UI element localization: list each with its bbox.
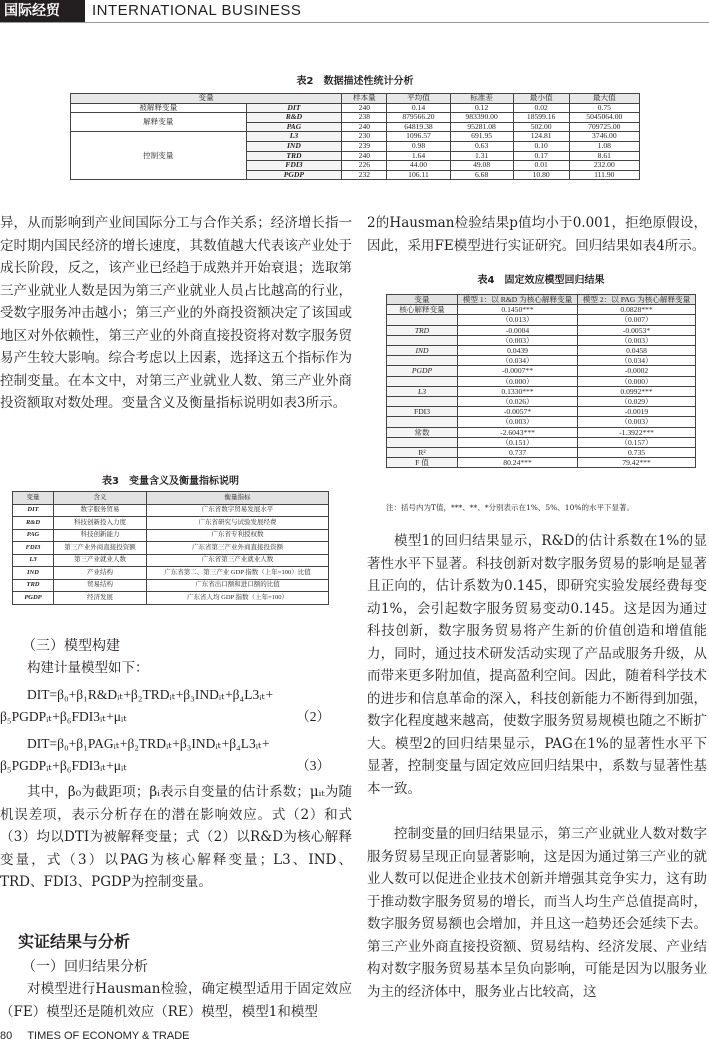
table3-cell: 广东省数字贸易发展水平 [147, 504, 329, 517]
table3-var-cell: L3 [13, 554, 54, 567]
table4-row [387, 315, 696, 325]
table3-header: 含义 [54, 492, 147, 505]
table2-cell: 0.98 [387, 141, 450, 151]
table2-cell: 879566.20 [387, 113, 450, 123]
table4-note: 注：括号内为T值，***、**、*分别表示在1%、5%、10%的水平下显著。 [386, 503, 634, 512]
table4-var-cell [387, 356, 458, 366]
table3-cell: 科技创新能力 [54, 529, 147, 542]
model-intro: 构建计量模型如下： [27, 660, 149, 676]
table3-cell: 科技创新投入力度 [54, 517, 147, 530]
table4-cell: 0.0439 [458, 346, 578, 356]
table3-var-cell: R&D [13, 517, 54, 530]
table4-cell: （0.003） [578, 335, 696, 345]
table4-row [387, 437, 696, 447]
table4-cell: 80.24*** [458, 458, 578, 468]
table4-cell: （0.034） [578, 356, 696, 366]
column-label-en: INTERNATIONAL BUSINESS [92, 2, 302, 19]
table3-cell: 产业结构 [54, 567, 147, 580]
page-header [0, 0, 709, 22]
table3-var-cell: PGDP [13, 592, 54, 605]
table2-var-cell: L3 [246, 132, 342, 142]
table3-row [13, 579, 329, 592]
table3-var-cell: PAG [13, 529, 54, 542]
table2-cell: 240 [342, 151, 387, 161]
table2-var-cell: PGDP [246, 170, 342, 180]
table2-cell: 1.64 [387, 151, 450, 161]
table3-header: 变量 [13, 492, 54, 505]
table2-cell: 983390.00 [450, 113, 513, 123]
table4-cell: （0.013） [458, 315, 578, 325]
table4-cell: 0.0828*** [578, 305, 696, 315]
table2-cell: 18599.16 [513, 113, 569, 123]
table3 [12, 491, 329, 605]
table4-var-cell [387, 376, 458, 386]
table3-cell: 广东省出口额和进口额的比值 [147, 579, 329, 592]
equation-3 [0, 733, 352, 777]
table2-cell: 239 [342, 141, 387, 151]
table4-cell: （0.007） [578, 315, 696, 325]
table4-cell: （0.000） [578, 376, 696, 386]
table4-row [387, 427, 696, 437]
table3-header: 衡量指标 [147, 492, 329, 505]
table3-row [13, 542, 329, 555]
table2-cell: 691.95 [450, 132, 513, 142]
table4-row [387, 417, 696, 427]
table4-cell: 79.42*** [578, 458, 696, 468]
table3-cell: 贸易结构 [54, 579, 147, 592]
table2-cell: 0.10 [513, 141, 569, 151]
table2-cell: 0.14 [387, 103, 450, 113]
table4-cell: （0.003） [458, 417, 578, 427]
table4-var-cell: TRD [387, 325, 458, 335]
table2-cell: 3746.00 [569, 132, 639, 142]
table3-row [13, 592, 329, 605]
table2-header: 标准差 [450, 94, 513, 104]
table3-cell: 广东省第三产业外商直接投资额 [147, 542, 329, 555]
table2-cell: 6.68 [450, 170, 513, 180]
table2-cell: 8.61 [569, 151, 639, 161]
table4-row [387, 305, 696, 315]
table4-cell: 0.737 [458, 448, 578, 458]
table4-cell: （0.003） [578, 417, 696, 427]
table2-cell: 1096.57 [387, 132, 450, 142]
table2-cell: 0.63 [450, 141, 513, 151]
table4-var-cell [387, 335, 458, 345]
table2-cell: 232 [342, 170, 387, 180]
page-number: 80 [0, 1030, 13, 1042]
table4-header: 模型 1：以 R&D 为核心解释变量 [458, 295, 578, 305]
table4-caption: 表4 固定效应模型回归结果 [477, 275, 605, 286]
table4-cell: （0.026） [458, 397, 578, 407]
table4-var-cell: PGDP [387, 366, 458, 376]
equation-3-line2: β₅PGDPᵢₜ+β₆FDI3ᵢₜ+μᵢₜ [0, 758, 128, 773]
table3-row [13, 529, 329, 542]
table4-cell: （0.003） [458, 335, 578, 345]
table2-cell: 124.81 [513, 132, 569, 142]
table4-var-cell [387, 417, 458, 427]
table2-cell: 0.02 [513, 103, 569, 113]
table4-row [387, 458, 696, 468]
table4-cell: -0.0053* [578, 325, 696, 335]
subsection-heading: （一）回归结果分析 [22, 959, 148, 975]
equation-3-line1: DIT=β₀+β₁PAGᵢₜ+β₂TRDᵢₜ+β₃INDᵢₜ+β₄L3ᵢₜ+ [27, 736, 270, 751]
table3-cell: 广东省专利授权数 [147, 529, 329, 542]
table4-cell: -0.0004 [458, 325, 578, 335]
page-footer [0, 1030, 189, 1042]
table4-var-cell: F 值 [387, 458, 458, 468]
table2-group-label: 控制变量 [71, 132, 247, 180]
table4-cell: 0.735 [578, 448, 696, 458]
table4-header: 变量 [387, 295, 458, 305]
table4-cell: （0.034） [458, 356, 578, 366]
table4-var-cell [387, 315, 458, 325]
table3-row [13, 504, 329, 517]
equation-2-line1: DIT=β₀+β₁R&Dᵢₜ+β₂TRDᵢₜ+β₃INDᵢₜ+β₄L3ᵢₜ+ [27, 687, 274, 702]
table4-var-cell: R² [387, 448, 458, 458]
table4-cell: 0.1450*** [458, 305, 578, 315]
table4-row [387, 346, 696, 356]
table4-var-cell: IND [387, 346, 458, 356]
table2-cell: 502.00 [513, 122, 569, 132]
table2-var-cell: DIT [246, 103, 342, 113]
table2-cell: 106.11 [387, 170, 450, 180]
table4-row [387, 397, 696, 407]
table4-var-cell [387, 397, 458, 407]
journal-name: TIMES OF ECONOMY & TRADE [27, 1030, 190, 1042]
table2-var-cell: R&D [246, 113, 342, 123]
table2-group-label: 被解释变量 [71, 103, 247, 113]
table2-var-cell: TRD [246, 151, 342, 161]
table2-row [71, 113, 640, 123]
table2-cell: 1.08 [569, 141, 639, 151]
table4-row [387, 356, 696, 366]
table2-cell: 49.08 [450, 161, 513, 171]
model-explanation: 其中，β₀为截距项；βᵢ表示自变量的估计系数；μᵢₜ为随机误差项，表示分析存在的潜在影响效应。式（2）和式（3）均以DTI为被解释变量；式（2）以R&D为核心解释变量，式（3）以PAG为核心解释变量；L3、IND、TRD、FDI3、PGDP为控制变量。 [0, 784, 352, 890]
table2-var-cell: FDI3 [246, 161, 342, 171]
table4-cell: -0.0007** [458, 366, 578, 376]
table2-cell: 0.12 [450, 103, 513, 113]
equation-2-number: （2） [296, 709, 330, 724]
hausman-paragraph-right: 2的Hausman检验结果p值均小于0.001，拒绝原假设，因此，采用FE模型进行实证研究。回归结果如表4所示。 [367, 215, 707, 254]
table2-cell: 44.00 [387, 161, 450, 171]
table2-cell: 709725.00 [569, 122, 639, 132]
table4-var-cell [387, 437, 458, 447]
table4-var-cell: 常数 [387, 427, 458, 437]
table3-cell: 广东省第三产业就业人数 [147, 554, 329, 567]
table3-cell: 数字服务贸易 [54, 504, 147, 517]
table2-var-cell: IND [246, 141, 342, 151]
table4-var-cell: 核心解释变量 [387, 305, 458, 315]
table2-cell: 0.01 [513, 161, 569, 171]
table2-header: 最小值 [513, 94, 569, 104]
table2-cell: 111.90 [569, 170, 639, 180]
table4-row [387, 448, 696, 458]
table4-row [387, 366, 696, 376]
table2-cell: 240 [342, 122, 387, 132]
table3-var-cell: TRD [13, 579, 54, 592]
table4-cell: -2.6043*** [458, 427, 578, 437]
table4-var-cell: L3 [387, 386, 458, 396]
table2-cell: 5045064.00 [569, 113, 639, 123]
table3-cell: 第三产业就业人数 [54, 554, 147, 567]
table2-cell: 240 [342, 103, 387, 113]
table4-header: 模型 2：以 PAG 为核心解释变量 [578, 295, 696, 305]
table4-cell: （0.157） [578, 437, 696, 447]
table4-cell: -1.3922*** [578, 427, 696, 437]
equation-2 [0, 684, 352, 728]
table4-cell: -0.0019 [578, 407, 696, 417]
table2-header: 样本量 [342, 94, 387, 104]
equation-3-number: （3） [296, 758, 330, 773]
table4-cell: （0.000） [458, 376, 578, 386]
table4-var-cell: FDI3 [387, 407, 458, 417]
table4-row [387, 407, 696, 417]
table2-cell: 238 [342, 113, 387, 123]
table3-var-cell: DIT [13, 504, 54, 517]
table4-cell: -0.0057* [458, 407, 578, 417]
table2-header: 变量 [71, 94, 342, 104]
table2-header: 最大值 [569, 94, 639, 104]
table3-cell: 广东省第二、第三产业 GDP 指数（上年=100）比值 [147, 567, 329, 580]
right-paragraph-1: 模型1的回归结果显示，R&D的估计系数在1%的显著性水平下显著。科技创新对数字服务贸易的影响是显著且正向的，估计系数为0.145，即研究实验发展经费每变动1%，会引起数字服务贸易变动0.145。这是因为通过科技创新，数字服务贸易将产生新的价值创造和增值能力，同时，通过技术研发活动实现了产品或服务升级，从而带来更多附加值，提高盈利空间。因此，随着科学技术的进步和信息革命的深入，科技创新能力不断得到加强，数字化程度越来越高，使数字服务贸易规模也随之不断扩大。模型2的回归结果显示，PAG在1%的显著性水平下显著，控制变量与固定效应回归结果中，系数与显著性基本一致。 [367, 533, 707, 797]
table2-row [71, 103, 640, 113]
left-paragraph-1: 异，从而影响到产业间国际分工与合作关系；经济增长指一定时期内国民经济的增长速度，其数值越大代表该产业处于成长阶段，反之，该产业已经趋于成熟并开始衰退；选取第三产业就业人数是因为第三产业就业人员占比越高的行业，受数字服务冲击越小；第三产业的外商投资额决定了该国或地区对外依赖性，第三产业的外商直接投资将对数字服务贸易产生较大影响。综合考虑以上因素，选择这五个指标作为控制变量。在本文中，对第三产业就业人数、第三产业外商投资额取对数处理。变量含义及衡量指标说明如表3所示。 [0, 215, 352, 411]
table4-cell: 0.1330*** [458, 386, 578, 396]
table2-var-cell: PAG [246, 122, 342, 132]
table2-cell: 0.17 [513, 151, 569, 161]
table3-cell: 经济发展 [54, 592, 147, 605]
right-paragraph-2: 控制变量的回归结果显示，第三产业就业人数对数字服务贸易呈现正向显著影响，这是因为通过第三产业的就业人数可以促进企业技术创新并增强其竞争实力，这有助于推动数字服务贸易的增长，而当人均生产总值提高时，数字服务贸易额也会增加，并且这一趋势还会延续下去。第三产业外商直接投资额、贸易结构、经济发展、产业结构对数字服务贸易基本呈负向影响，可能是因为以服务业为主的经济体中，服务业占比较高，这 [367, 826, 707, 1000]
table2-cell: 64819.38 [387, 122, 450, 132]
table2-header: 平均值 [387, 94, 450, 104]
table2-cell: 226 [342, 161, 387, 171]
hausman-paragraph-left: 对模型进行Hausman检验，确定模型适用于固定效应（FE）模型还是随机效应（RE）模型，模型1和模型 [0, 981, 352, 1020]
table3-row [13, 567, 329, 580]
table3-row [13, 554, 329, 567]
table2-cell: 230 [342, 132, 387, 142]
section-heading: 实证结果与分析 [18, 932, 131, 951]
table4 [386, 294, 696, 468]
table3-cell: 第三产业外商直接投资额 [54, 542, 147, 555]
table4-cell: 0.0992*** [578, 386, 696, 396]
table2-group-label: 解释变量 [71, 113, 247, 132]
table2-row [71, 132, 640, 142]
table2-cell: 0.75 [569, 103, 639, 113]
column-label: 国际经贸 [0, 0, 85, 22]
section-model-heading: （三）模型构建 [22, 638, 120, 654]
table2-cell: 232.00 [569, 161, 639, 171]
table4-cell: （0.151） [458, 437, 578, 447]
equation-2-line2: β₅PGDPᵢₜ+β₆FDI3ᵢₜ+μᵢₜ [0, 709, 128, 724]
table3-cell: 广东省人均 GDP 指数（上年=100） [147, 592, 329, 605]
table4-row [387, 386, 696, 396]
table4-row [387, 376, 696, 386]
table3-cell: 广东省研究与试验发展经费 [147, 517, 329, 530]
table4-row [387, 325, 696, 335]
table4-cell: （0.029） [578, 397, 696, 407]
table3-var-cell: IND [13, 567, 54, 580]
table2-cell: 95281.08 [450, 122, 513, 132]
table3-row [13, 517, 329, 530]
table3-var-cell: FDI3 [13, 542, 54, 555]
table4-cell: -0.0002 [578, 366, 696, 376]
table2 [70, 93, 640, 180]
table2-cell: 1.31 [450, 151, 513, 161]
table4-row [387, 335, 696, 345]
table4-cell: 0.0458 [578, 346, 696, 356]
table3-caption: 表3 变量含义及衡量指标说明 [102, 476, 239, 487]
header-rule [0, 22, 709, 23]
table2-cell: 10.80 [513, 170, 569, 180]
table2-caption: 表2 数据描述性统计分析 [296, 76, 414, 87]
